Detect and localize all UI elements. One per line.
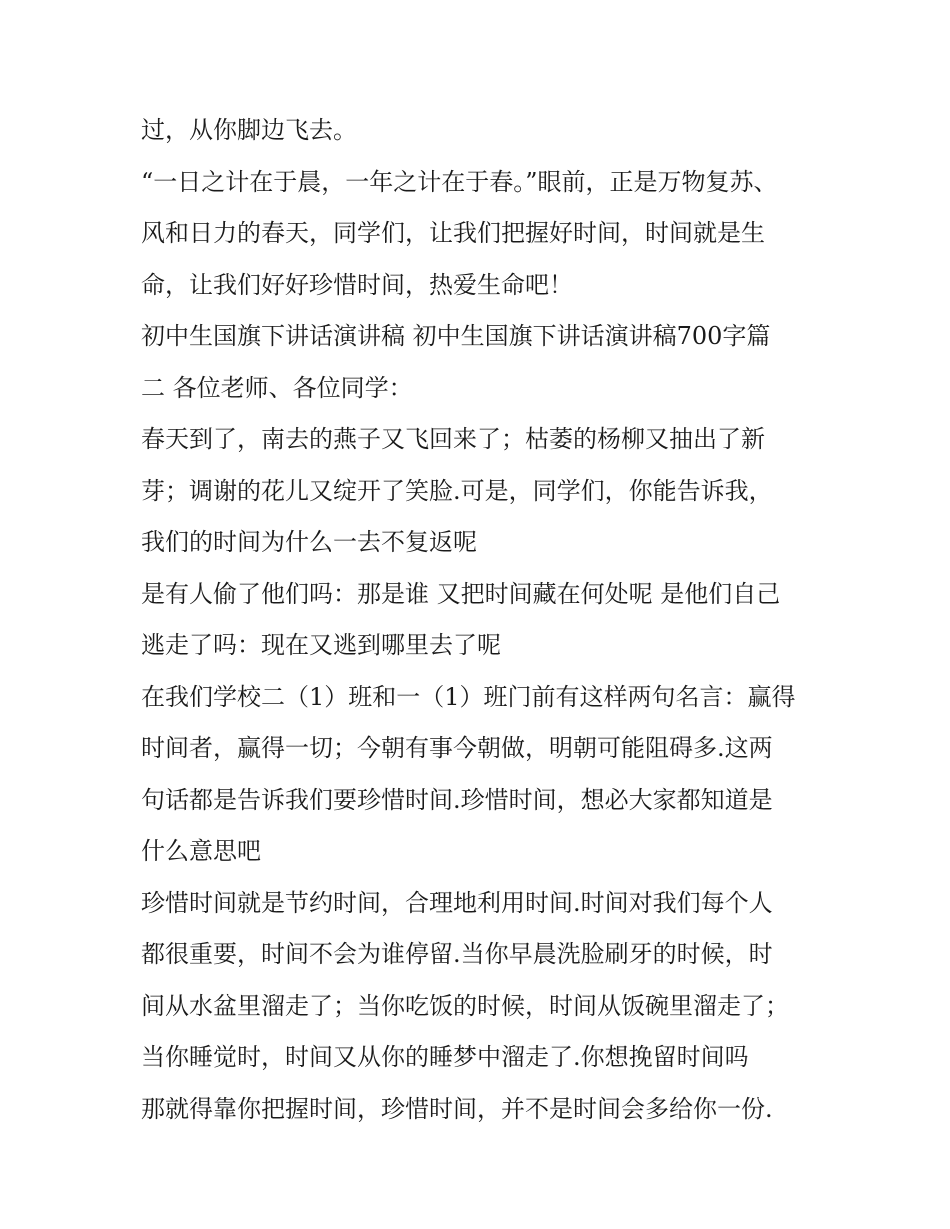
text-line: 命，让我们好好珍惜时间，热爱生命吧！ [141,270,573,299]
text-line: 当你睡觉时，时间又从你的睡梦中溜走了.你想挽留时间吗 [141,1043,749,1071]
text-line: 在我们学校二（1）班和一（1）班门前有这样两句名言：赢得 [141,682,796,711]
text-line: 珍惜时间就是节约时间，合理地利用时间.时间对我们每个人 [141,888,773,917]
text-line: 风和日力的春天，同学们，让我们把握好时间，时间就是生 [141,219,765,247]
text-line: 初中生国旗下讲话演讲稿 初中生国旗下讲话演讲稿700字篇 [141,322,771,350]
document-text-body [141,110,821,1140]
text-line: 间从水盆里溜走了；当你吃饭的时候，时间从饭碗里溜走了； [141,991,789,1020]
text-line: 春天到了，南去的燕子又飞回来了；枯萎的杨柳又抽出了新 [141,425,765,453]
text-line: 那就得靠你把握时间，珍惜时间，并不是时间会多给你一份. [141,1094,773,1123]
text-line: 时间者，赢得一切；今朝有事今朝做，明朝可能阻碍多.这两 [141,734,773,762]
text-line: 句话都是告诉我们要珍惜时间.珍惜时间，想必大家都知道是 [141,785,773,814]
text-line: 二 各位老师、各位同学： [141,373,413,402]
text-line: “一日之计在于晨，一年之计在于春。”眼前，正是万物复苏、 [141,167,778,196]
text-line: 过，从你脚边飞去。 [141,116,357,144]
text-line: 我们的时间为什么一去不复返呢 [141,528,477,556]
text-line: 是有人偷了他们吗：那是谁 又把时间藏在何处呢 是他们自己 [141,579,781,608]
text-line: 逃走了吗：现在又逃到哪里去了呢 [141,631,501,659]
text-line: 什么意思吧 [141,837,261,865]
text-line: 都很重要，时间不会为谁停留.当你早晨洗脸刷牙的时候，时 [141,940,773,968]
text-line: 芽；调谢的花儿又绽开了笑脸.可是，同学们，你能告诉我， [141,476,773,505]
